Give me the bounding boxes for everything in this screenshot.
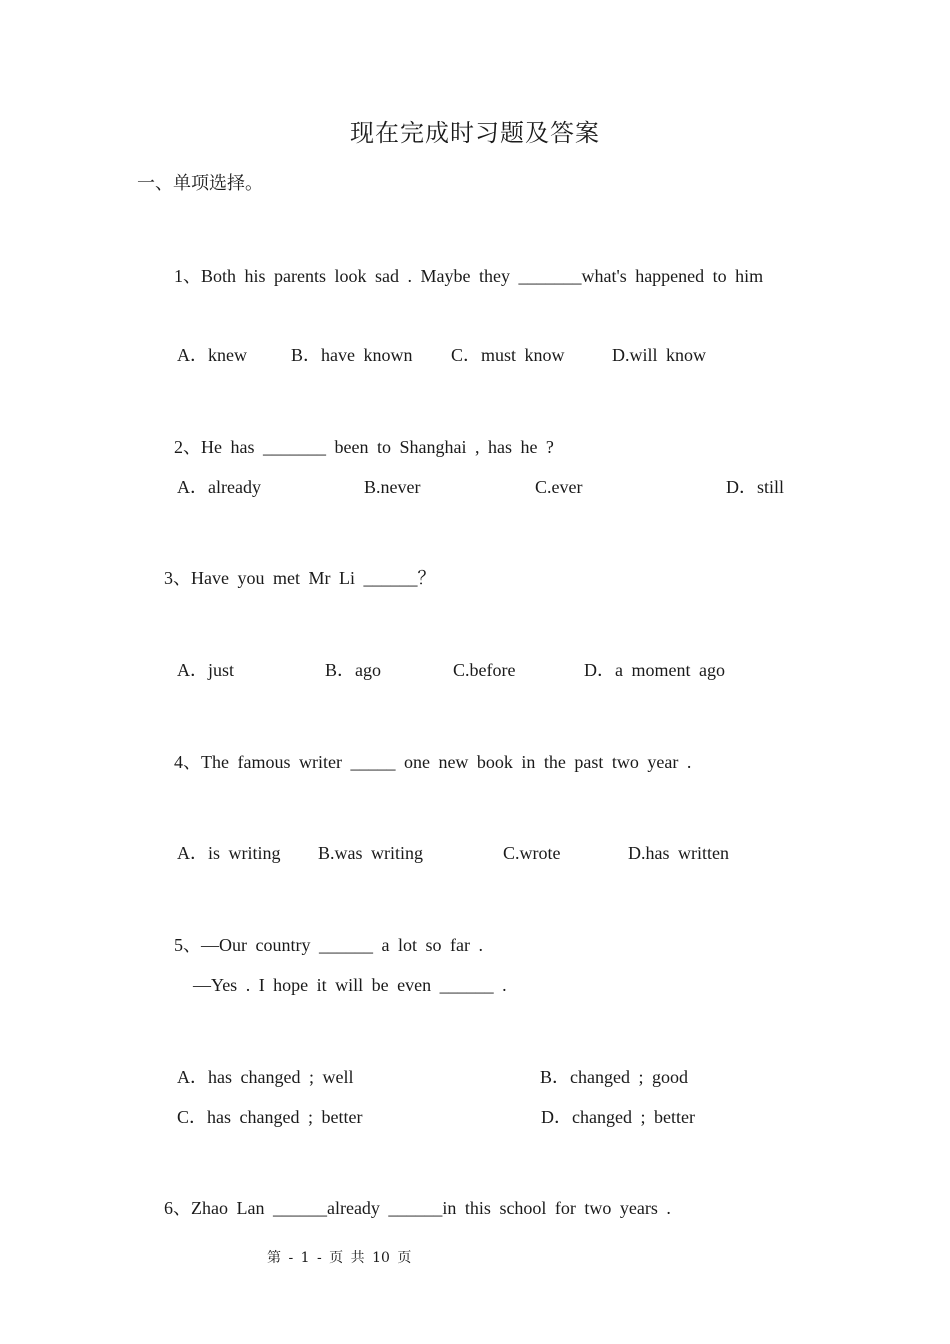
question-4-option-d: D.has written [628,843,729,863]
question-2-option-a: A．already [177,477,261,497]
question-5-stem-line2: —Yes . I hope it will be even ______ . [193,975,507,995]
question-4-stem: 4、The famous writer _____ one new book in the past two year . [174,752,692,772]
question-5-option-b: B．changed ; good [540,1067,688,1087]
question-4-option-c: C.wrote [503,843,561,863]
question-3-option-d: D．a moment ago [584,660,725,680]
question-2-stem: 2、He has _______ been to Shanghai , has he ? [174,437,554,457]
question-1-option-c: C．must know [451,345,565,365]
document-title: 现在完成时习题及答案 [350,119,600,147]
question-2-option-c: C.ever [535,477,583,497]
question-3-option-a: A．just [177,660,235,680]
question-4-option-a: A．is writing [177,843,281,863]
question-6-stem: 6、Zhao Lan ______already ______in this school for two years . [164,1198,671,1218]
question-2-option-d: D．still [726,477,785,497]
question-5-stem: 5、—Our country ______ a lot so far . [174,935,483,955]
question-3-option-c: C.before [453,660,516,680]
question-4-option-b: B.was writing [318,843,423,863]
question-5-option-a: A．has changed ; well [177,1067,354,1087]
question-1-option-d: D.will know [612,345,706,365]
question-3-option-b: B．ago [325,660,381,680]
question-5-option-c: C．has changed ; better [177,1107,363,1127]
section-heading: 一、单项选择。 [137,173,263,194]
question-1-option-b: B．have known [291,345,413,365]
question-3-stem: 3、Have you met Mr Li ______？ [164,568,436,588]
question-5-option-d: D．changed ; better [541,1107,695,1127]
question-2-option-b: B.never [364,477,421,497]
question-1-stem: 1、Both his parents look sad . Maybe they _______what's happened to him [174,266,764,286]
question-1-option-a: A．knew [177,345,247,365]
page-footer: 第 - 1 - 页 共 10 页 [267,1250,412,1266]
